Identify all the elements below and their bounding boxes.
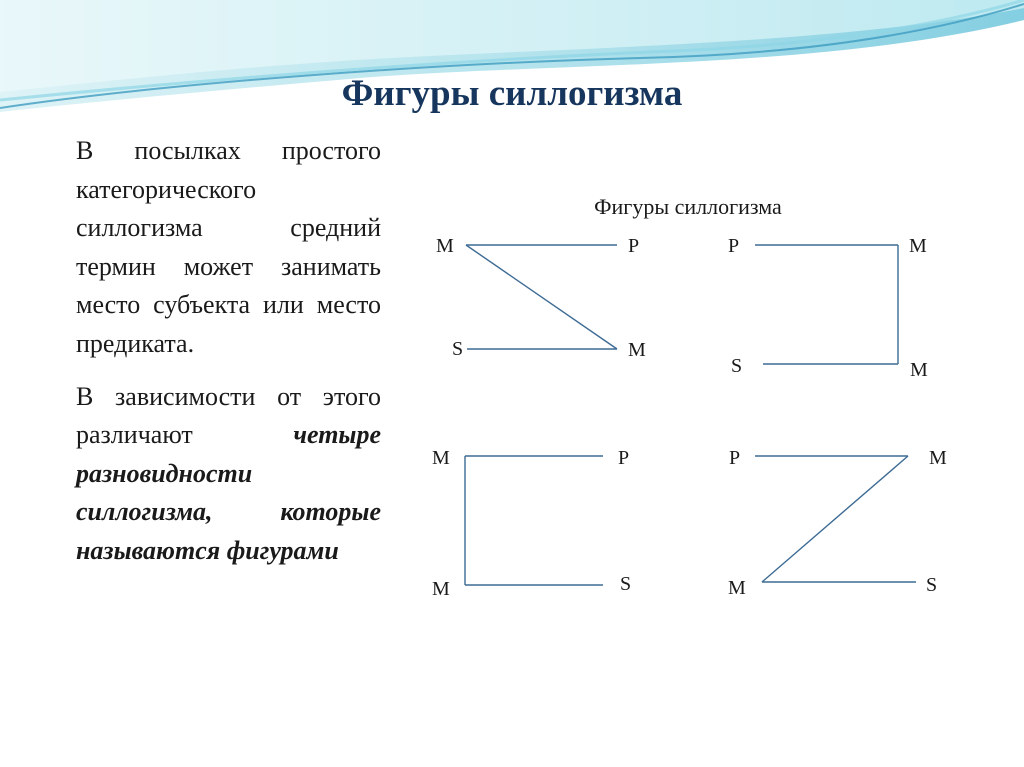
figure-4	[728, 447, 947, 599]
figure-1-diagonal-line	[466, 245, 617, 349]
figure-3-label-top-left: M	[432, 447, 450, 469]
paragraph-figures-emphasis: четыре разновидности силлогизма, которые называются фигурами	[76, 420, 381, 565]
figure-1	[436, 235, 646, 361]
paragraph-figures-lead: В зависимости от этого различают	[76, 381, 381, 450]
figure-4-label-bottom-left: M	[728, 577, 746, 599]
figure-3-label-bottom-left: M	[432, 578, 450, 600]
figure-3	[432, 447, 631, 600]
figure-1-label-bottom-left: S	[452, 338, 464, 360]
figure-3-label-bottom-right: S	[620, 573, 632, 595]
figure-4-label-top-left: P	[729, 447, 741, 469]
slide-title: Фигуры силлогизма	[341, 73, 683, 114]
figure-2-label-top-right: M	[909, 235, 927, 257]
figure-1-label-bottom-right: M	[628, 339, 646, 361]
figure-2	[728, 235, 928, 381]
figure-2-label-top-left: P	[728, 235, 740, 257]
figure-3-label-top-right: P	[618, 447, 630, 469]
diagram-title: Фигуры силлогизма	[594, 194, 782, 219]
figure-4-label-bottom-right: S	[926, 574, 938, 596]
figure-1-label-top-left: M	[436, 235, 454, 257]
figure-4-diagonal-line	[762, 456, 908, 582]
paragraph-definition: В посылках простого категорического силлогизма средний термин может занимать место субъекта или место предиката.	[76, 136, 381, 358]
figure-2-label-bottom-right: M	[910, 359, 928, 381]
figure-4-label-top-right: M	[929, 447, 947, 469]
figure-2-label-bottom-left: S	[731, 355, 743, 377]
figure-1-label-top-right: P	[628, 235, 640, 257]
